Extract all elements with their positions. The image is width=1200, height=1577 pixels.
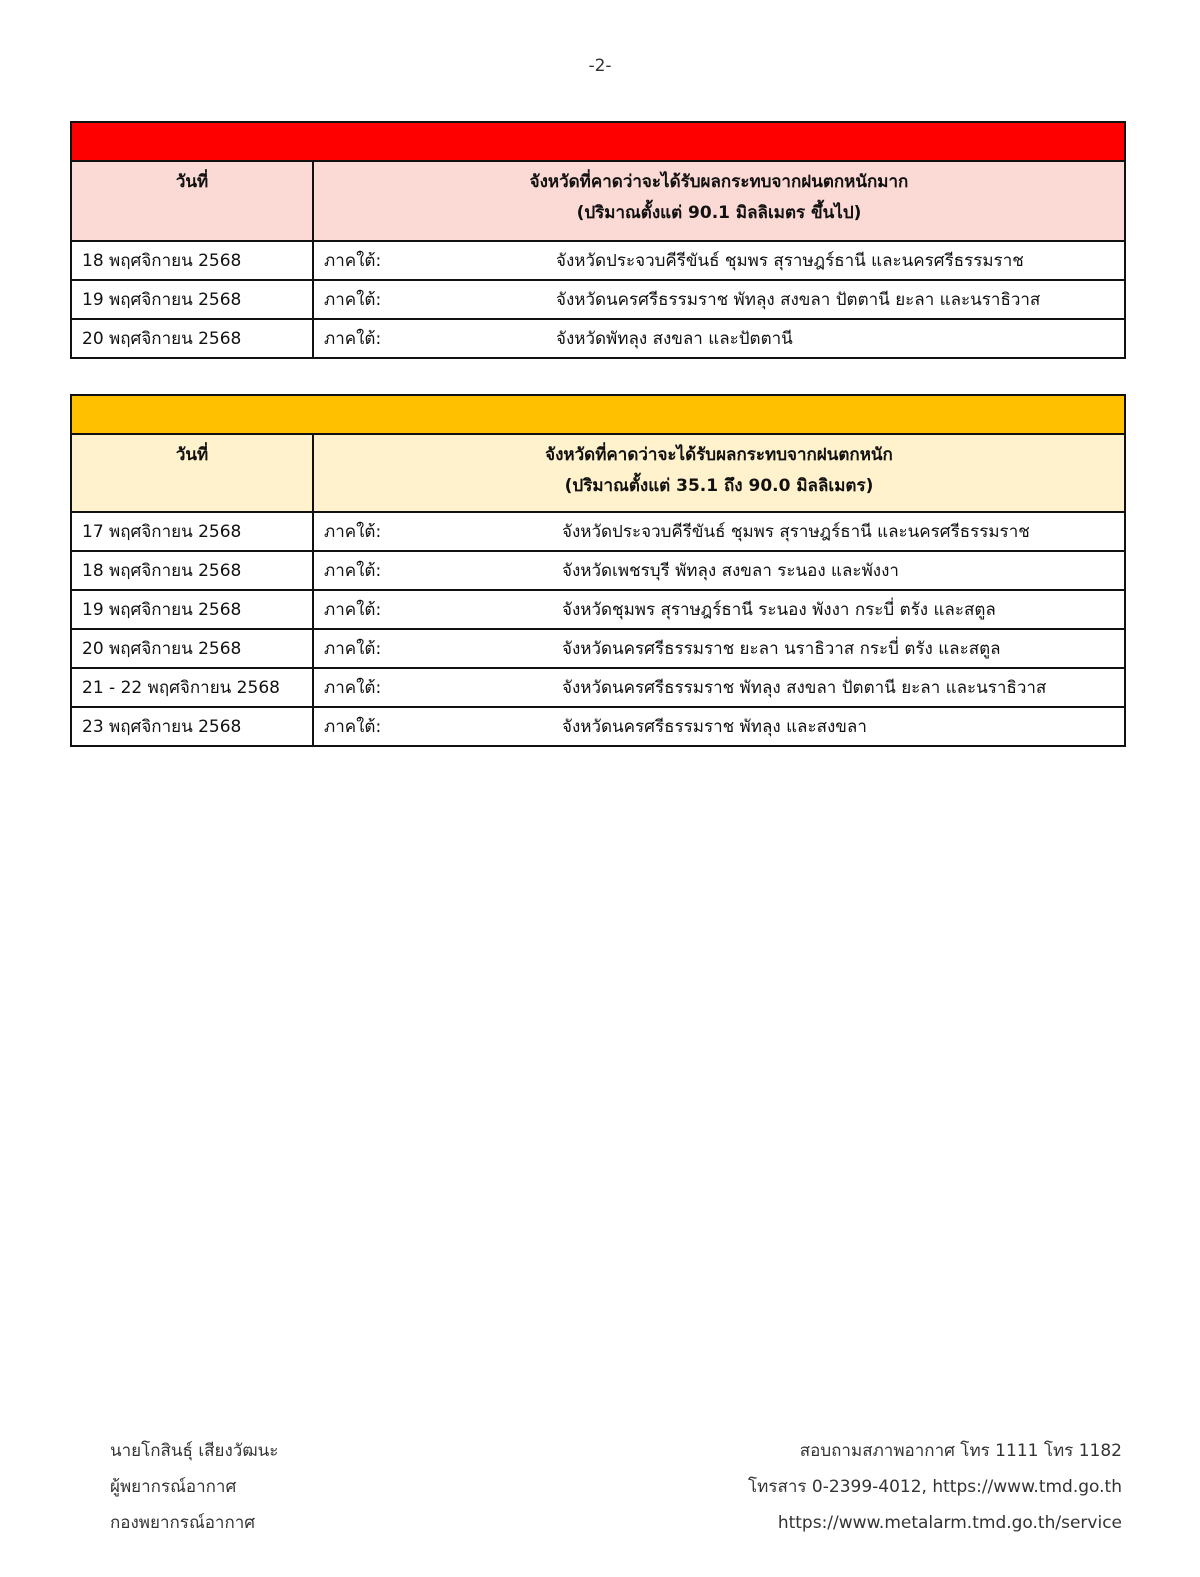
table-row	[71, 512, 1125, 551]
row-provinces: จังหวัดเพชรบุรี พัทลุง สงขลา ระนอง และพังงา	[562, 561, 899, 581]
row-date: 18 พฤศจิกายน 2568	[71, 241, 313, 280]
table-row	[71, 319, 1125, 358]
row-provinces: จังหวัดนครศรีธรรมราช พัทลุง สงขลา ปัตตานี ยะลา และนราธิวาส	[562, 678, 1047, 698]
row-date: 21 - 22 พฤศจิกายน 2568	[71, 668, 313, 707]
table-row	[71, 629, 1125, 668]
header-title: จังหวัดที่คาดว่าจะได้รับผลกระทบจากฝนตกหนักมาก	[529, 172, 909, 192]
row-region: ภาคใต้:	[324, 329, 382, 349]
row-provinces: จังหวัดพัทลุง สงขลา และปัตตานี	[556, 329, 793, 349]
row-region: ภาคใต้:	[324, 717, 382, 737]
row-date: 19 พฤศจิกายน 2568	[71, 280, 313, 319]
table-row	[71, 241, 1125, 280]
row-region: ภาคใต้:	[324, 600, 382, 620]
orange-color-band	[71, 395, 1125, 434]
forecaster-title: ผู้พยากรณ์อากาศ	[110, 1477, 237, 1497]
table-row	[71, 707, 1125, 746]
red-color-band	[71, 122, 1125, 161]
row-region: ภาคใต้:	[324, 251, 382, 271]
forecaster-signature-block	[110, 1433, 278, 1541]
row-provinces: จังหวัดนครศรีธรรมราช พัทลุง และสงขลา	[562, 717, 867, 737]
provinces-column-header	[313, 161, 1125, 241]
table-row	[71, 668, 1125, 707]
table-row	[71, 280, 1125, 319]
very-heavy-rain-table	[70, 121, 1126, 359]
row-date: 20 พฤศจิกายน 2568	[71, 629, 313, 668]
row-provinces: จังหวัดนครศรีธรรมราช พัทลุง สงขลา ปัตตานี ยะลา และนราธิวาส	[556, 290, 1041, 310]
row-provinces: จังหวัดชุมพร สุราษฎร์ธานี ระนอง พังงา กระบี่ ตรัง และสตูล	[562, 600, 996, 620]
row-date: 23 พฤศจิกายน 2568	[71, 707, 313, 746]
row-provinces: จังหวัดนครศรีธรรมราช ยะลา นราธิวาส กระบี่ ตรัง และสตูล	[562, 639, 1001, 659]
row-provinces: จังหวัดประจวบคีรีขันธ์ ชุมพร สุราษฎร์ธานี และนครศรีธรรมราช	[556, 251, 1024, 271]
row-region: ภาคใต้:	[324, 639, 382, 659]
row-date: 17 พฤศจิกายน 2568	[71, 512, 313, 551]
table-header	[71, 434, 1125, 512]
table-header	[71, 161, 1125, 241]
row-date: 19 พฤศจิกายน 2568	[71, 590, 313, 629]
row-region: ภาคใต้:	[324, 678, 382, 698]
row-region: ภาคใต้:	[324, 522, 382, 542]
contact-phone: สอบถามสภาพอากาศ โทร 1111 โทร 1182	[799, 1441, 1122, 1461]
header-rainfall-range: (ปริมาณตั้งแต่ 35.1 ถึง 90.0 มิลลิเมตร)	[564, 476, 874, 496]
table-row	[71, 590, 1125, 629]
forecaster-name: นายโกสินธุ์ เสียงวัฒนะ	[110, 1441, 279, 1461]
contact-metalarm-link[interactable]: https://www.metalarm.tmd.go.th/service	[777, 1513, 1122, 1533]
row-provinces: จังหวัดประจวบคีรีขันธ์ ชุมพร สุราษฎร์ธานี และนครศรีธรรมราช	[562, 522, 1030, 542]
forecaster-division: กองพยากรณ์อากาศ	[110, 1513, 256, 1533]
row-region: ภาคใต้:	[324, 290, 382, 310]
header-title: จังหวัดที่คาดว่าจะได้รับผลกระทบจากฝนตกหนัก	[545, 445, 893, 465]
date-column-header: วันที่	[71, 434, 313, 512]
row-date: 18 พฤศจิกายน 2568	[71, 551, 313, 590]
heavy-rain-table	[70, 394, 1126, 747]
row-region: ภาคใต้:	[324, 561, 382, 581]
table-row	[71, 551, 1125, 590]
provinces-column-header	[313, 434, 1125, 512]
row-date: 20 พฤศจิกายน 2568	[71, 319, 313, 358]
page-number: -2-	[588, 56, 612, 76]
contact-block	[748, 1433, 1122, 1541]
header-rainfall-range: (ปริมาณตั้งแต่ 90.1 มิลลิเมตร ขึ้นไป)	[576, 203, 862, 223]
contact-fax-website[interactable]: โทรสาร 0-2399-4012, https://www.tmd.go.th	[748, 1477, 1122, 1497]
date-column-header: วันที่	[71, 161, 313, 241]
